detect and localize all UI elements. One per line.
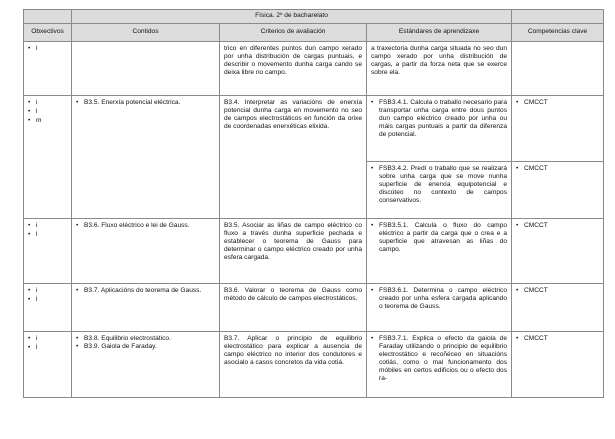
objectives-cell — [24, 219, 72, 284]
competence-item: • CMCCT — [516, 335, 599, 343]
objectives-cell — [24, 42, 72, 96]
objectives-cell — [24, 96, 72, 219]
contents-cell — [72, 219, 220, 284]
competence-item: • CMCCT — [516, 287, 599, 295]
criteria-text: trico en diferentes puntos dun campo xerado por unha distribución de cargas puntuais, e describir o movemento dunha carga cando se deixa libre no campo. — [224, 45, 362, 77]
standards-text: a traxectoria dunha carga situada no seo dun campo xerado por unha distribución de cargas, a partir da forza neta que se exerce sobre ela. — [371, 45, 507, 77]
standards-cell — [367, 96, 512, 162]
content-item: • B3.8. Equilibrio electrostático. — [76, 335, 215, 343]
competences-cell — [512, 96, 604, 162]
competences-cell — [512, 42, 604, 96]
header-standards: Estándares de aprendizaxe — [367, 24, 512, 42]
table-row — [24, 219, 604, 284]
table-row — [24, 284, 604, 332]
objective-item: • l — [28, 296, 67, 304]
criteria-cell — [220, 96, 367, 219]
content-item: • B3.6. Fluxo eléctrico e lei de Gauss. — [76, 222, 215, 230]
objective-item: • i — [28, 222, 67, 230]
standard-item: • FSB3.6.1. Determina o campo eléctrico creado por unha esfera cargada aplicando o teorema de Gauss. — [371, 287, 507, 311]
curriculum-table — [23, 9, 604, 398]
objective-item: • l — [28, 231, 67, 239]
competences-cell — [512, 162, 604, 219]
content-item: • B3.5. Enerxía potencial eléctrica. — [76, 99, 215, 107]
standard-item: • FSB3.5.1. Calcula o fluxo do campo eléctrico a partir da carga que o crea e a superficie que atravesan as liñas do campo. — [371, 222, 507, 254]
table-row — [24, 96, 604, 162]
standards-cell — [367, 284, 512, 332]
title-right-cell — [512, 10, 604, 24]
table-row — [24, 42, 604, 96]
objective-item: • i — [28, 99, 67, 107]
competence-item: • CMCCT — [516, 165, 599, 173]
criteria-text: B3.7. Aplicar o principio de equilibrio electrostático para explicar a ausencia de campo eléctrico no interior dos condutores e asocialo a casos concretos da vida cotiá. — [224, 335, 362, 367]
objective-item: • m — [28, 117, 67, 125]
competences-cell — [512, 332, 604, 398]
criteria-text: B3.5. Asociar as liñas de campo eléctrico co fluxo a través dunha superficie pechada e establecer o teorema de Gauss para determinar o campo eléctrico creado por unha esfera cargada. — [224, 222, 362, 262]
standards-cell — [367, 162, 512, 219]
header-contents: Contidos — [72, 24, 220, 42]
contents-cell — [72, 42, 220, 96]
criteria-cell — [220, 332, 367, 398]
title-corner-cell — [24, 10, 72, 24]
objectives-cell — [24, 332, 72, 398]
criteria-text: B3.6. Valorar o teorema de Gauss como método de cálculo de campos electrostáticos. — [224, 287, 362, 303]
objective-item: • l — [28, 45, 67, 53]
contents-cell — [72, 96, 220, 219]
table-title: Física. 2º de bacharelato — [72, 10, 512, 24]
objective-item: • l — [28, 344, 67, 352]
table-title-row — [24, 10, 604, 24]
standard-item: • FSB3.4.2. Predí o traballo que se realizará sobre unha carga que se move nunha superficie de enerxía equipotencial e discúteo no contexto de campos conservativos. — [371, 165, 507, 205]
standards-cell — [367, 219, 512, 284]
criteria-text: B3.4. Interpretar as variacións de enerxía potencial dunha carga en movemento no seo de campos electrostáticos en función da orixe de coordenadas enerxéticas elixida. — [224, 99, 362, 131]
competence-item: • CMCCT — [516, 222, 599, 230]
content-item: • B3.7. Aplicacións do teorema de Gauss. — [76, 287, 215, 295]
objective-item: • i — [28, 287, 67, 295]
header-criteria: Criterios de avaliación — [220, 24, 367, 42]
objective-item: • l — [28, 108, 67, 116]
competence-item: • CMCCT — [516, 99, 599, 107]
standard-item: • FSB3.7.1. Explica o efecto da gaiola de Faraday utilizando o principio de equilibrio electrostático e recoñéceo en situacións cotiás, como o mal funcionamento dos móbiles en certos edificios ou o efecto dos ra- — [371, 335, 507, 384]
header-competences: Competencias clave — [512, 24, 604, 42]
objective-item: • i — [28, 335, 67, 343]
contents-cell — [72, 284, 220, 332]
competences-cell — [512, 219, 604, 284]
content-item: • B3.9. Gaiola de Faraday. — [76, 343, 215, 351]
criteria-cell — [220, 219, 367, 284]
table-header-row — [24, 24, 604, 42]
header-objectives: Obxectivos — [24, 24, 72, 42]
standards-cell — [367, 42, 512, 96]
standards-cell — [367, 332, 512, 398]
contents-cell — [72, 332, 220, 398]
criteria-cell — [220, 42, 367, 96]
criteria-cell — [220, 284, 367, 332]
table-row — [24, 332, 604, 398]
competences-cell — [512, 284, 604, 332]
standard-item: • FSB3.4.1. Calcula o traballo necesario para transportar unha carga entre dous puntos dun campo eléctrico creado por unha ou máis cargas puntuais a partir da diferenza de potencial. — [371, 99, 507, 139]
objectives-cell — [24, 284, 72, 332]
